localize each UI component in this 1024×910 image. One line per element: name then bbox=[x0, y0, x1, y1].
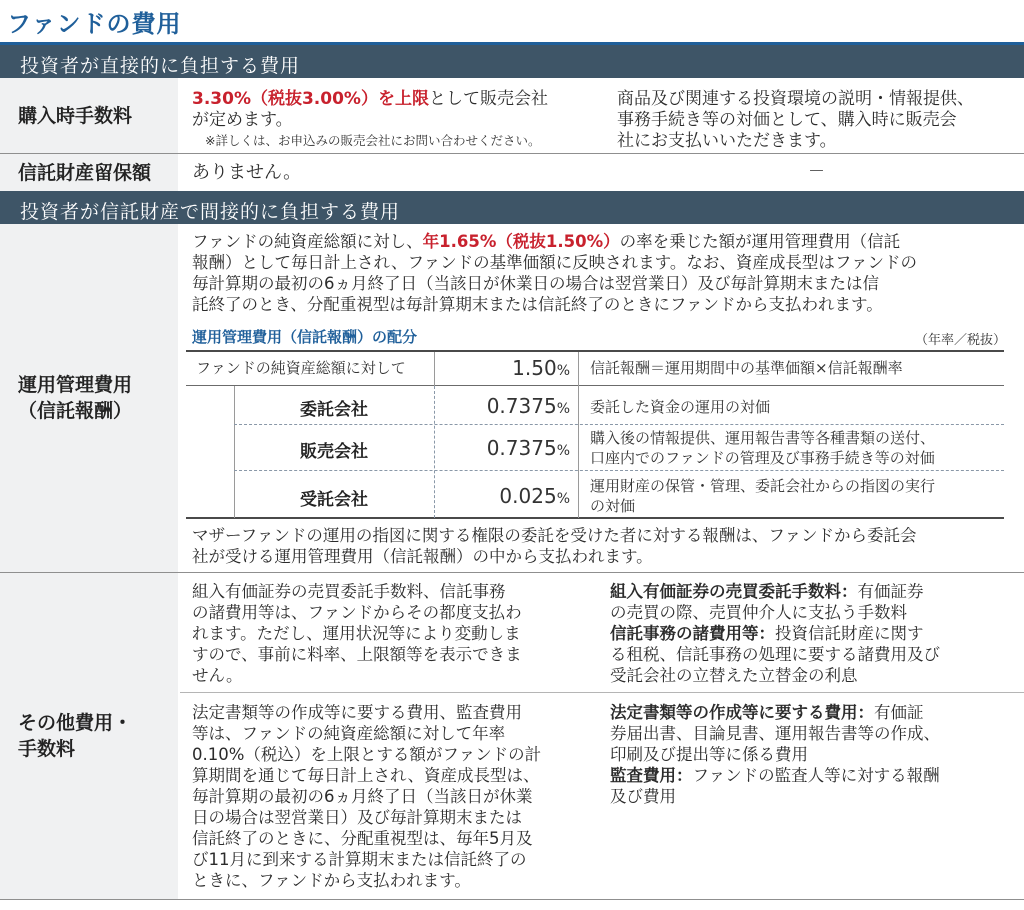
allocation-unit: （年率／税抜） bbox=[915, 333, 1007, 348]
alloc-desc-distributor-2: 口座内でのファンドの管理及び事務手続き等の対価 bbox=[590, 449, 935, 467]
alloc-total-label: ファンドの純資産総額に対して bbox=[196, 359, 406, 377]
other-fees-label-2: 手数料 bbox=[18, 738, 76, 760]
management-fee-intro-2: 報酬）として毎日計上され、ファンドの基準価額に反映されます。なお、資産成長型はファンドの bbox=[192, 253, 918, 272]
other-fees-label bbox=[0, 573, 178, 899]
alloc-total-rule bbox=[186, 385, 1004, 386]
alloc-party-trustor: 委託会社 bbox=[300, 400, 368, 420]
alloc-rate-distributor: 0.7375% bbox=[486, 436, 570, 460]
alloc-rate-trustee: 0.025% bbox=[499, 484, 570, 508]
other-fees-b2-left-2: 等は、ファンドの純資産総額に対して年率 bbox=[192, 724, 506, 743]
alloc-desc-trustee-1: 運用財産の保管・管理、委託会社からの指図の実行 bbox=[590, 477, 936, 495]
other-fees-b1-right-b-3: 受託会社の立替えた立替金の利息 bbox=[610, 666, 858, 685]
alloc-party-trustee: 受託会社 bbox=[300, 490, 368, 510]
allocation-title: 運用管理費用（信託報酬）の配分 bbox=[192, 328, 418, 346]
inner-divider bbox=[180, 692, 1024, 693]
alloc-total-desc: 信託報酬＝運用期間中の基準価額×信託報酬率 bbox=[590, 359, 903, 377]
alloc-total-rate: 1.50% bbox=[512, 356, 570, 380]
table-bottom-rule bbox=[0, 899, 1024, 900]
alloc-desc-trustee-2: の対価 bbox=[590, 497, 636, 515]
alloc-row-divider bbox=[234, 424, 1004, 425]
purchase-fee-desc-1: 商品及び関連する投資環境の説明・情報提供、 bbox=[617, 89, 974, 109]
other-fees-b2-left-7: 信託終了のときに、分配重視型は、毎年5月及 bbox=[192, 829, 533, 848]
purchase-fee-label: 購入時手数料 bbox=[0, 78, 178, 153]
alloc-rate-trustor: 0.7375% bbox=[486, 394, 570, 418]
purchase-fee-desc-2: 事務手続き等の対価として、購入時に販売会 bbox=[617, 110, 957, 130]
management-fee-label bbox=[0, 224, 178, 572]
other-fees-b2-right-b: 監査費用：ファンドの監査人等に対する報酬 bbox=[610, 766, 940, 785]
purchase-fee-desc-3: 社にお支払いいただきます。 bbox=[617, 131, 837, 151]
alloc-desc-distributor-1: 購入後の情報提供、運用報告書等各種書類の送付、 bbox=[590, 429, 936, 447]
section-header-direct: 投資者が直接的に負担する費用 bbox=[0, 45, 1024, 78]
other-fees-b2-left-5: 毎計算期の最初の6ヵ月終了日（当該日が休業 bbox=[192, 787, 533, 806]
management-fee-label-2: （信託報酬） bbox=[18, 400, 133, 422]
other-fees-b1-right-a-2: の売買の際、売買仲介人に支払う手数料 bbox=[610, 603, 907, 622]
management-fee-label-1: 運用管理費用 bbox=[18, 374, 133, 396]
alloc-desc-trustor: 委託した資金の運用の対価 bbox=[590, 398, 771, 416]
other-fees-b1-left-2: の諸費用等は、ファンドからその都度支払わ bbox=[192, 603, 522, 622]
alloc-table-bottom-rule bbox=[186, 517, 1004, 519]
alloc-col-sep bbox=[434, 352, 435, 386]
other-fees-b1-left-5: せん。 bbox=[192, 666, 243, 685]
other-fees-b1-left-1: 組入有価証券の売買委託手数料、信託事務 bbox=[192, 582, 506, 601]
purchase-fee-note: ※詳しくは、お申込みの販売会社にお問い合わせください。 bbox=[205, 133, 541, 148]
other-fees-b2-left-6: 日の場合は翌営業日）及び毎計算期末または bbox=[192, 808, 522, 827]
other-fees-b2-left-3: 0.10%（税込）を上限とする額がファンドの計 bbox=[192, 745, 542, 764]
purchase-fee-line2: が定めます。 bbox=[192, 110, 293, 130]
mother-fund-note-2: 社が受ける運用管理費用（信託報酬）の中から支払われます。 bbox=[192, 547, 653, 566]
retention-label: 信託財産留保額 bbox=[0, 154, 178, 191]
other-fees-label-1: その他費用・ bbox=[18, 712, 133, 734]
management-fee-intro-4: 託終了のとき、分配重視型は毎計算期末または信託終了のときにファンドから支払われます。 bbox=[192, 295, 883, 314]
management-fee-intro-3: 毎計算期の最初の6ヵ月終了日（当該日が休業日の場合は翌営業日）及び毎計算期末または信 bbox=[192, 274, 879, 293]
other-fees-b2-left-8: び11月に到来する計算期末または信託終了の bbox=[192, 850, 527, 869]
other-fees-b1-left-4: すので、事前に料率、上限額等を表示できま bbox=[192, 645, 522, 664]
alloc-col-dash bbox=[434, 386, 435, 518]
purchase-fee-rate: 3.30%（税抜3.00%）を上限として販売会社 bbox=[192, 89, 548, 109]
alloc-row-divider bbox=[234, 470, 1004, 471]
retention-desc: － bbox=[808, 162, 825, 182]
alloc-table-top-rule bbox=[186, 350, 1004, 352]
other-fees-b2-left-4: 算期間を通じて毎日計上され、資産成長型は、 bbox=[192, 766, 540, 785]
page-title: ファンドの費用 bbox=[7, 10, 182, 38]
other-fees-b1-right-b: 信託事務の諸費用等：投資信託財産に関す bbox=[610, 624, 924, 643]
other-fees-b2-left-9: ときに、ファンドから支払われます。 bbox=[192, 871, 471, 890]
retention-value: ありません。 bbox=[192, 162, 302, 183]
alloc-col-sep bbox=[578, 352, 579, 518]
other-fees-b2-left-1: 法定書類等の作成等に要する費用、監査費用 bbox=[192, 703, 522, 722]
section-header-indirect: 投資者が信託財産で間接的に負担する費用 bbox=[0, 191, 1024, 224]
other-fees-b2-right-a-2: 券届出書、目論見書、運用報告書等の作成、 bbox=[610, 724, 940, 743]
other-fees-b2-right-b-2: 及び費用 bbox=[610, 787, 676, 806]
other-fees-b1-right-b-2: る租税、信託事務の処理に要する諸費用及び bbox=[610, 645, 940, 664]
alloc-party-distributor: 販売会社 bbox=[300, 442, 368, 462]
other-fees-b1-left-3: れます。ただし、運用状況等により変動しま bbox=[192, 624, 521, 643]
other-fees-b2-right-a: 法定書類等の作成等に要する費用：有価証 bbox=[610, 703, 924, 722]
mother-fund-note-1: マザーファンドの運用の指図に関する権限の委託を受けた者に対する報酬は、ファンドから委託会 bbox=[192, 526, 917, 545]
other-fees-b2-right-a-3: 印刷及び提出等に係る費用 bbox=[610, 745, 808, 764]
other-fees-b1-right-a: 組入有価証券の売買委託手数料：有価証券 bbox=[610, 582, 924, 601]
management-fee-intro-1: ファンドの純資産総額に対し、年1.65%（税抜1.50%）の率を乗じた額が運用管理費用（信託 bbox=[192, 232, 901, 251]
